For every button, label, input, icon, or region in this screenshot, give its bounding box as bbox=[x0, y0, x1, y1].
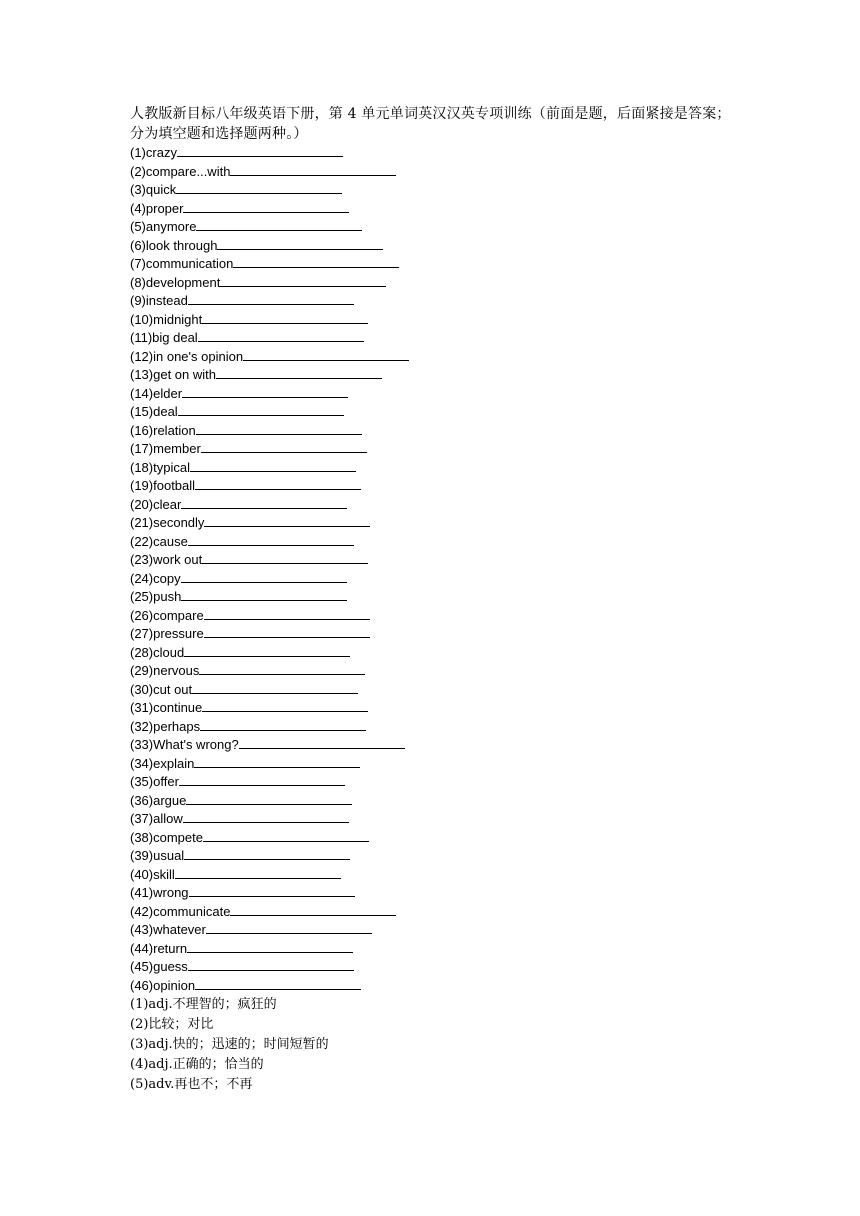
vocabulary-term: (11)big deal bbox=[130, 330, 198, 345]
vocabulary-item bbox=[130, 570, 740, 589]
answer-blank bbox=[194, 756, 360, 768]
answer-blank bbox=[179, 774, 345, 786]
vocabulary-item bbox=[130, 403, 740, 422]
answer-blank bbox=[181, 589, 347, 601]
answer-blank bbox=[216, 367, 382, 379]
vocabulary-item bbox=[130, 940, 740, 959]
vocabulary-term: (1)crazy bbox=[130, 145, 177, 160]
vocabulary-term: (31)continue bbox=[130, 700, 203, 715]
vocabulary-item bbox=[130, 292, 740, 311]
answer-blank bbox=[183, 201, 349, 213]
vocabulary-term: (17)member bbox=[130, 441, 201, 456]
vocabulary-item bbox=[130, 977, 740, 996]
vocabulary-term: (32)perhaps bbox=[130, 718, 201, 734]
vocabulary-item bbox=[130, 829, 740, 848]
answer-blank bbox=[199, 663, 365, 675]
vocabulary-term: (41)wrong bbox=[130, 885, 189, 900]
vocabulary-term: (26)compare bbox=[130, 607, 204, 623]
vocabulary-item bbox=[130, 459, 740, 478]
vocabulary-term: (40)skill bbox=[130, 866, 175, 882]
answer-item: (3)adj.快的；迅速的；时间短暂的 bbox=[130, 1037, 329, 1052]
answer-blank bbox=[206, 922, 372, 934]
vocabulary-item bbox=[130, 144, 740, 163]
vocabulary-term: (4)proper bbox=[130, 200, 184, 216]
vocabulary-term: (6)look through bbox=[130, 237, 218, 253]
answer-blank bbox=[176, 182, 342, 194]
answer-blank bbox=[177, 145, 343, 157]
vocabulary-term: (8)development bbox=[130, 274, 221, 290]
vocabulary-term: (7)communication bbox=[130, 256, 234, 271]
vocabulary-item bbox=[130, 644, 740, 663]
vocabulary-item bbox=[130, 588, 740, 607]
vocabulary-item bbox=[130, 718, 740, 737]
vocabulary-term: (18)typical bbox=[130, 459, 190, 475]
vocabulary-item bbox=[130, 163, 740, 182]
answer-blank bbox=[230, 904, 396, 916]
answer-blank bbox=[200, 719, 366, 731]
vocabulary-item bbox=[130, 440, 740, 459]
vocabulary-item bbox=[130, 385, 740, 404]
answer-blank bbox=[196, 423, 362, 435]
answer-blank bbox=[187, 941, 353, 953]
vocabulary-item bbox=[130, 792, 740, 811]
answer-blank bbox=[204, 515, 370, 527]
answer-blank bbox=[204, 626, 370, 638]
answer-blank bbox=[202, 312, 368, 324]
vocabulary-item bbox=[130, 662, 740, 681]
vocabulary-item bbox=[130, 422, 740, 441]
vocabulary-term: (22)cause bbox=[130, 533, 188, 549]
answer-blank bbox=[181, 497, 347, 509]
answer-blank bbox=[182, 386, 348, 398]
vocabulary-item bbox=[130, 625, 740, 644]
answer-item: (5)adv.再也不；不再 bbox=[130, 1077, 253, 1092]
vocabulary-term: (28)cloud bbox=[130, 644, 185, 660]
vocabulary-item bbox=[130, 551, 740, 570]
answer-blank bbox=[196, 219, 362, 231]
vocabulary-term: (24)copy bbox=[130, 570, 181, 586]
answer-blank bbox=[188, 293, 354, 305]
vocabulary-item bbox=[130, 181, 740, 200]
answer-blank bbox=[204, 608, 370, 620]
vocabulary-item bbox=[130, 921, 740, 940]
vocabulary-term: (14)elder bbox=[130, 385, 183, 401]
vocabulary-item bbox=[130, 884, 740, 903]
vocabulary-term: (44)return bbox=[130, 940, 188, 956]
vocabulary-list bbox=[130, 144, 740, 995]
vocabulary-term: (10)midnight bbox=[130, 311, 203, 327]
answer-blank bbox=[188, 534, 354, 546]
answer-blank bbox=[184, 645, 350, 657]
vocabulary-item bbox=[130, 736, 740, 755]
vocabulary-term: (46)opinion bbox=[130, 977, 196, 993]
vocabulary-term: (9)instead bbox=[130, 293, 188, 308]
answer-blank bbox=[184, 848, 350, 860]
answer-blank bbox=[230, 164, 396, 176]
vocabulary-item bbox=[130, 255, 740, 274]
vocabulary-item bbox=[130, 681, 740, 700]
vocabulary-term: (3)quick bbox=[130, 182, 177, 197]
vocabulary-item bbox=[130, 311, 740, 330]
vocabulary-item bbox=[130, 366, 740, 385]
vocabulary-item bbox=[130, 274, 740, 293]
answer-blank bbox=[195, 478, 361, 490]
vocabulary-term: (30)cut out bbox=[130, 681, 193, 697]
vocabulary-item bbox=[130, 329, 740, 348]
vocabulary-term: (39)usual bbox=[130, 848, 185, 863]
vocabulary-term: (43)whatever bbox=[130, 922, 206, 937]
answer-blank bbox=[201, 441, 367, 453]
vocabulary-item bbox=[130, 810, 740, 829]
vocabulary-term: (27)pressure bbox=[130, 626, 204, 641]
vocabulary-term: (16)relation bbox=[130, 422, 196, 438]
document-page bbox=[130, 104, 740, 1095]
vocabulary-term: (38)compete bbox=[130, 829, 203, 845]
vocabulary-item bbox=[130, 773, 740, 792]
vocabulary-item bbox=[130, 755, 740, 774]
vocabulary-term: (36)argue bbox=[130, 792, 187, 808]
answer-blank bbox=[233, 256, 399, 268]
vocabulary-term: (42)communicate bbox=[130, 903, 231, 919]
vocabulary-term: (33)What's wrong? bbox=[130, 737, 239, 752]
vocabulary-term: (2)compare...with bbox=[130, 163, 231, 179]
answer-blank bbox=[181, 571, 347, 583]
answer-blank bbox=[189, 885, 355, 897]
answer-blank bbox=[220, 275, 386, 287]
answer-blank bbox=[183, 811, 349, 823]
vocabulary-term: (12)in one's opinion bbox=[130, 348, 244, 364]
answer-blank bbox=[192, 682, 358, 694]
answer-blank bbox=[198, 330, 364, 342]
vocabulary-item bbox=[130, 237, 740, 256]
answer-blank bbox=[239, 737, 405, 749]
vocabulary-term: (35)offer bbox=[130, 774, 179, 789]
vocabulary-term: (45)guess bbox=[130, 959, 188, 974]
vocabulary-item bbox=[130, 533, 740, 552]
answer-list bbox=[130, 995, 740, 1095]
answer-blank bbox=[188, 959, 354, 971]
answer-blank bbox=[175, 867, 341, 879]
answer-blank bbox=[217, 238, 383, 250]
vocabulary-term: (29)nervous bbox=[130, 663, 200, 678]
vocabulary-item bbox=[130, 958, 740, 977]
vocabulary-term: (19)football bbox=[130, 478, 196, 493]
answer-blank bbox=[195, 978, 361, 990]
vocabulary-item bbox=[130, 496, 740, 515]
vocabulary-term: (37)allow bbox=[130, 811, 183, 826]
vocabulary-item bbox=[130, 903, 740, 922]
vocabulary-term: (34)explain bbox=[130, 755, 195, 771]
answer-item: (1)adj.不理智的；疯狂的 bbox=[130, 997, 277, 1012]
answer-blank bbox=[190, 460, 356, 472]
document-title: 人教版新目标八年级英语下册，第 4 单元单词英汉汉英专项训练（前面是题，后面紧接是答案；分为填空题和选择题两种。） bbox=[130, 106, 731, 142]
vocabulary-term: (25)push bbox=[130, 589, 182, 604]
answer-blank bbox=[243, 349, 409, 361]
answer-item: (2)比较；对比 bbox=[130, 1017, 214, 1032]
vocabulary-term: (13)get on with bbox=[130, 367, 216, 382]
vocabulary-term: (21)secondly bbox=[130, 515, 205, 530]
answer-blank bbox=[178, 404, 344, 416]
answer-blank bbox=[186, 793, 352, 805]
answer-item: (4)adj.正确的；恰当的 bbox=[130, 1057, 264, 1072]
vocabulary-term: (20)clear bbox=[130, 496, 182, 512]
vocabulary-term: (15)deal bbox=[130, 404, 178, 419]
vocabulary-item bbox=[130, 699, 740, 718]
vocabulary-item bbox=[130, 200, 740, 219]
vocabulary-term: (23)work out bbox=[130, 552, 203, 567]
vocabulary-item bbox=[130, 514, 740, 533]
vocabulary-item bbox=[130, 477, 740, 496]
vocabulary-item bbox=[130, 866, 740, 885]
answer-blank bbox=[203, 830, 369, 842]
vocabulary-item bbox=[130, 847, 740, 866]
vocabulary-item bbox=[130, 607, 740, 626]
answer-blank bbox=[202, 552, 368, 564]
vocabulary-item bbox=[130, 218, 740, 237]
answer-blank bbox=[202, 700, 368, 712]
vocabulary-item bbox=[130, 348, 740, 367]
vocabulary-term: (5)anymore bbox=[130, 219, 197, 234]
